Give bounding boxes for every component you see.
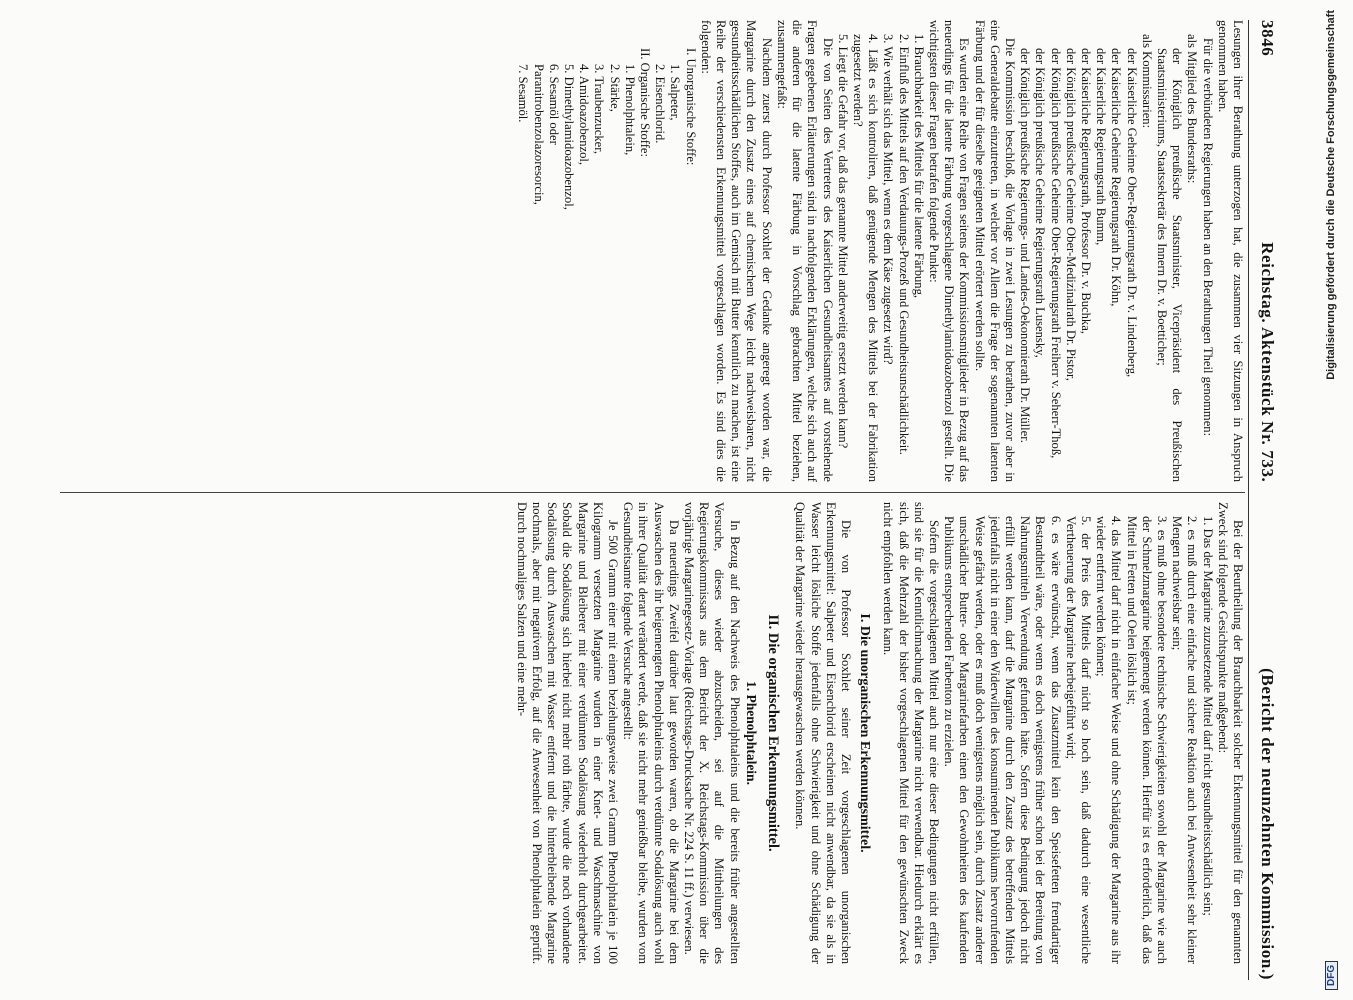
paragraph: Je 500 Gramm einer mit einem beziehungsweise zwei Gramm Phenolphtalein je 100 Kilogramm versetzten Margarine wurden in einer Knet- und Waschmaschine von Margarine und Bleiberer mit einer verdünnten Sodalösung wiederholt durchgearbeitet. Sobald die Sodalösung sich hierbei nicht mehr roth färbte, wurde die noch vorhandene Sodalösung durch Auswaschen mit Wasser entfernt und die hinterbleibende Margarine nochmals, aber mit negativem Erfolg, auf die Anwesenheit von Phenolphtalein geprüft. Durch nochmaliges Salzen und eine mehr- <box>514 502 621 964</box>
paragraph: der Kaiserliche Geheime Ober-Regierungsrath Dr. v. Lindenberg, <box>1124 48 1139 378</box>
paragraph: 1. Salpeter, <box>668 64 683 121</box>
paragraph: 6. Sesamöl oder <box>546 64 561 145</box>
paragraph: Sofern die vorgeschlagenen Mittel auch nur eine dieser Bedingungen nicht erfüllen, sind sie für die Kenntlichmachung der Margarine nicht verwendbar. Hiedurch erklärt es sich, daß die Mehrzahl der bisher vorgeschlagenen Mittel für den gewünschten Zweck nicht empfohlen werden kann. <box>881 502 941 964</box>
header-title: Reichstag. Aktenstück Nr. 733. <box>1258 242 1277 483</box>
digitization-note: Digitalisierung gefördert durch die Deutsche Forschungsgemeinschaft <box>1325 10 1337 380</box>
paragraph: 1. Das der Margarine zuzusetzende Mittel darf nicht gesundheitsschädlich sein; <box>1200 516 1215 916</box>
paragraph: Da neuerdings Zweifel darüber laut geworden waren, ob die Margarine bei dem Auswaschen des ihr beigemengten Phenolphtaleins durch verdünnte Sodalösung auch wohl in ihrer Qualität derart verändert werde, daß sie nicht mehr genießbar bleibe, wurden vom Gesundheitsamte folgende Versuche angestellt: <box>621 502 681 964</box>
paragraph: Die von Seiten des Vertreters des Kaiserlichen Gesundheitsamtes auf vorstehende Fragen gegebenen Erläuterungen sind in nachfolgenden Erklärungen, welche sich auch auf die anderen für die latente Färbung in Vorschlag gebrachten Mittel beziehen, zusammengefaßt: <box>774 20 835 482</box>
paragraph: als Kommissarien: <box>1139 34 1154 129</box>
paragraph: 4. Amidoazobenzol, <box>577 64 592 166</box>
paragraph: der Königlich preußische Staatsminister, Vicepräsident des Preußischen Staatsministeriums, Staatssekretär des Innern Dr. v. Boetticher; <box>1154 48 1185 482</box>
paragraph: II. Organische Stoffe: <box>638 48 653 158</box>
paragraph: 2. Einfluß des Mittels auf den Verdauungs-Prozeß und Gesundheitsunschädlichkeit. <box>896 34 911 455</box>
paragraph: In Bezug auf den Nachweis des Phenolphtaleins und die bereits früher angestellten Versuche, dieses wieder abzuscheiden, sei auf die Mittheilungen des Regierungskommissars aus dem Bericht der X. Reichstags-Kommission über die vorjährige Margarinegesetz-Vorlage (Reichstags-Drucksache Nr. 224 S. 11 ff.) verwiesen. <box>682 502 742 964</box>
paragraph: 5. Dimethylamidoazobenzol, <box>562 64 577 210</box>
paragraph: 1. Phenolphtalein, <box>622 64 637 156</box>
paragraph: 3. es muß ohne besondere technische Schwierigkeiten sowohl der Margarine wie auch der Schmelzmargarine beigemengt werden können. Hierfür ist es erforderlich, daß das Mittel in Fetten und Oelen löslich ist; <box>1124 516 1169 964</box>
paragraph: der Kaiserliche Regierungsrath Bumm, <box>1094 48 1109 246</box>
header-section: (Bericht der neunzehnten Kommission.) <box>1258 668 1277 980</box>
paragraph: 4. Läßt es sich kontroliren, daß genügende Mengen des Mittels bei der Fabrikation zugesetzt werden? <box>850 34 881 482</box>
paragraph: der Kaiserliche Regierungsrath, Professor Dr. v. Buchka, <box>1078 48 1093 334</box>
section-heading: I. Die unorganischen Erkennungsmittel. <box>857 613 873 853</box>
paragraph: Lesungen ihrer Berathung unterzogen hat, die zusammen vier Sitzungen in Anspruch genommen haben. <box>1215 20 1245 482</box>
paragraph: der Königlich preußische Geheime Regierungsrath Lusensky, <box>1033 48 1048 358</box>
paragraph: 6. es wäre erwünscht, wenn das Zusatzmittel kein den Speisefetten fremdartiger Bestandtheil wäre, oder wenn es doch wenigstens früher schon bei der Bereitung von Nahrungsmitteln Verwendung gefunden hätte. Sofern diese Bedingung jedoch nicht erfüllt werden kann, darf die Margarine durch den Zusatz des betreffenden Mittels jedenfalls nicht in einer den Widerwillen des konsumirenden Publikums hervorrufenden Weise gefärbt werden, oder es muß doch wenigstens möglich sein, durch Zusatz anderer unschädlicher Butter- oder Margarinefarben einen den Gewohnheiten des kaufenden Publikums entsprechenden Farbenton zu erzielen. <box>942 516 1063 964</box>
paragraph: 5. Liegt die Gefahr vor, daß das genannte Mittel anderweitig ersetzt werden kann? <box>835 34 850 449</box>
paragraph: 1. Brauchbarkeit des Mittels für die latente Färbung, <box>911 34 926 299</box>
paragraph: 2. es muß durch eine einfache und sichere Reaktion auch bei Anwesenheit sehr kleiner Mengen nachweisbar sein; <box>1170 516 1200 964</box>
running-header <box>1249 20 1285 980</box>
paragraph: 4. das Mittel darf nicht in einfacher Weise und ohne Schädigung der Margarine aus ihr wieder entfernt werden können; <box>1094 516 1124 964</box>
right-column <box>55 502 1245 964</box>
section-heading: II. Die organischen Erkennungsmittel. <box>765 614 782 852</box>
paragraph: 2. Stärke, <box>607 64 622 112</box>
paragraph: Paranitrobenzolazoresorcin, <box>531 64 546 205</box>
paragraph: 3. Traubenzucker, <box>592 64 607 155</box>
paragraph: 2. Eisenchlorid. <box>653 64 668 144</box>
paragraph: Für die verbündeten Regierungen haben an den Berathungen Theil genommen: <box>1200 38 1215 437</box>
digitization-sidebar <box>1318 10 1344 990</box>
paragraph: der Königlich preußische Geheime Ober-Medizinalrath Dr. Pistor, <box>1063 48 1078 381</box>
rotated-page-content <box>15 20 1285 980</box>
left-column <box>55 20 1245 482</box>
paragraph: als Mitglied des Bundesraths: <box>1185 34 1200 184</box>
dfg-logo: DFG <box>1325 955 1338 990</box>
column-divider <box>60 492 1245 493</box>
paragraph: Bei der Beurtheilung der Brauchbarkeit solcher Erkennungsmittel für den genannten Zweck sind folgende Gesichtspunkte maßgebend: <box>1215 502 1245 964</box>
paragraph: Die Kommission beschloß, die Vorlage in zwei Lesungen zu berathen, zuvor aber in eine Generaldebatte einzutreten, in welcher vor Allem die Frage der sogenannten latenten Färbung und der für dieselbe geeigneten Mittel erörtert werden sollte. <box>972 20 1017 482</box>
paragraph: I. Unorganische Stoffe: <box>683 48 698 166</box>
paragraph: der Kaiserliche Geheime Regierungsrath Dr. Köhn, <box>1109 48 1124 307</box>
page-number: 3846 <box>1258 20 1277 57</box>
paragraph: Die von Professor Soxhlet seiner Zeit vorgeschlagenen unorganischen Erkennungsmittel: Salpeter und Eisenchlorid erscheinen nicht anwendbar, da sie als in Wasser leicht lösliche Stoffe jedenfalls ohne Schwierigkeit und ohne Schädigung der Qualität der Margarine wieder herausgewaschen werden können. <box>793 502 853 964</box>
paragraph: 3. Wie verhält sich das Mittel, wenn es dem Käse zugesetzt wird? <box>881 34 896 365</box>
paragraph: 7. Sesamöl. <box>516 64 531 123</box>
paragraph: Nachdem zuerst durch Professor Soxhlet der Gedanke angeregt worden war, die Margarine durch den Zusatz eines auf chemischem Wege leicht nachweisbaren, nicht gesundheitsschädlichen Stoffes, auch im Gemisch mit Butter kenntlich zu machen, ist eine Reihe der verschiedensten Erkennungsmittel vorgeschlagen worden. Es sind dies die folgenden: <box>698 20 774 482</box>
header-rule <box>1248 20 1249 980</box>
paragraph: der Königlich preußische Geheime Ober-Regierungsrath Freiherr v. Seherr-Thoß, <box>1048 48 1063 459</box>
paragraph: Es wurden eine Reihe von Fragen seitens der Kommissionsmitglieder in Bezug auf das neuerdings für die latente Färbung vorgeschlagene Dimethylamidoazobenzol gestellt. Die wichtigsten dieser Fragen betrafen folgende Punkte: <box>926 20 972 482</box>
paragraph: der Königlich preußische Regierungs- und Landes-Oekonomierath Dr. Müller. <box>1018 48 1033 443</box>
section-heading: 1. Phenolphtalein. <box>743 681 759 785</box>
paragraph: 5. der Preis des Mittels darf nicht so hoch sein, daß dadurch eine wesentliche Vertheuerung der Margarine herbeigeführt wird; <box>1063 516 1093 964</box>
